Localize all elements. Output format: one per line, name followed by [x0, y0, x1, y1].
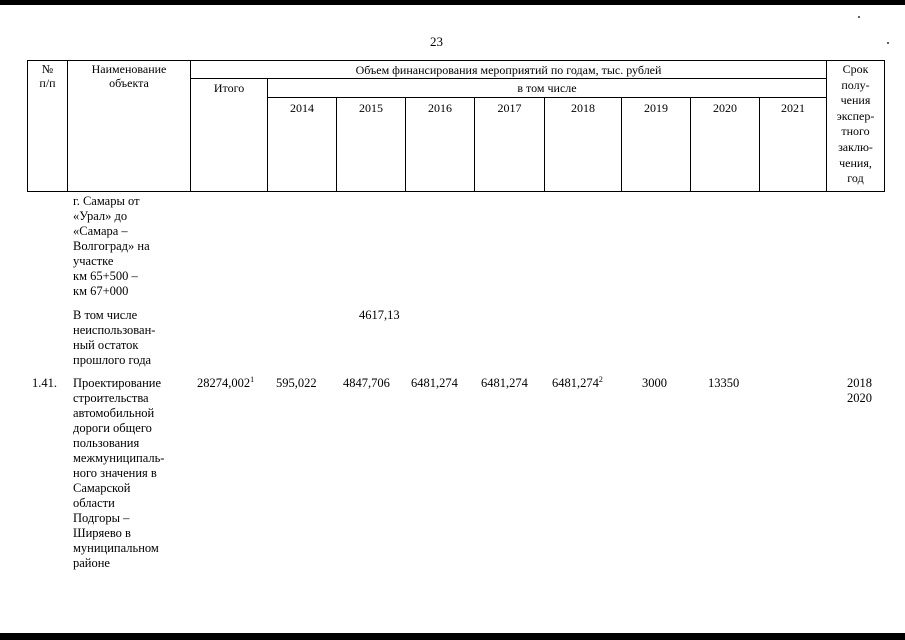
header-num: № п/п	[39, 62, 56, 90]
residual-2015: 4617,13	[359, 308, 400, 322]
row-141-name: Проектирование строительства автомобильной дороги общего пользования межмуниципаль- ного значения в Самарской области Подгоры – Ширяево в муниципальном районе	[73, 376, 165, 570]
header-incl: в том числе	[517, 81, 577, 95]
vline	[884, 60, 885, 191]
header-total: Итого	[213, 81, 245, 95]
header-year: 2021	[781, 101, 805, 115]
header-name: Наименование объекта	[91, 62, 167, 90]
header-year: 2014	[290, 101, 314, 115]
row-141-2017: 6481,274	[481, 376, 528, 390]
scan-speck	[887, 42, 889, 44]
header-year: 2019	[644, 101, 668, 115]
row-141-2019: 3000	[642, 376, 667, 390]
header-year: 2015	[359, 101, 383, 115]
header-top-line	[27, 60, 885, 61]
header-year: 2016	[428, 101, 452, 115]
scan-speck	[858, 16, 860, 18]
row-141-2018: 6481,274$^2$	[552, 374, 603, 390]
residual-name: В том числе неиспользован- ный остаток прошлого года	[73, 308, 156, 367]
finance-sub-line	[190, 78, 826, 79]
row-141-term: 2018 2020	[847, 376, 872, 405]
bottom-border	[0, 633, 905, 640]
header-bottom-line	[27, 191, 885, 192]
row-141-total: 28274,002$^1$	[197, 374, 255, 390]
header-term: Срок полу- чения экспер- тного заклю- чения, год	[836, 62, 875, 186]
header-year: 2020	[713, 101, 737, 115]
years-sub-line	[267, 97, 826, 98]
row-141-2015: 4847,706	[343, 376, 390, 390]
header-year: 2018	[571, 101, 595, 115]
continuation-name: г. Самары от «Урал» до «Самара – Волгоград» на участке км 65+500 – км 67+000	[73, 194, 150, 298]
row-141-num: 1.41.	[32, 376, 57, 390]
vline	[190, 60, 191, 191]
top-border	[0, 0, 905, 5]
row-141-2020: 13350	[708, 376, 740, 390]
row-141-2016: 6481,274	[411, 376, 458, 390]
row-141-2014: 595,022	[276, 376, 317, 390]
header-year: 2017	[497, 101, 522, 115]
header-finance: Объем финансирования мероприятий по годам, тыс. рублей	[355, 63, 662, 77]
page-number: 23	[430, 34, 443, 49]
